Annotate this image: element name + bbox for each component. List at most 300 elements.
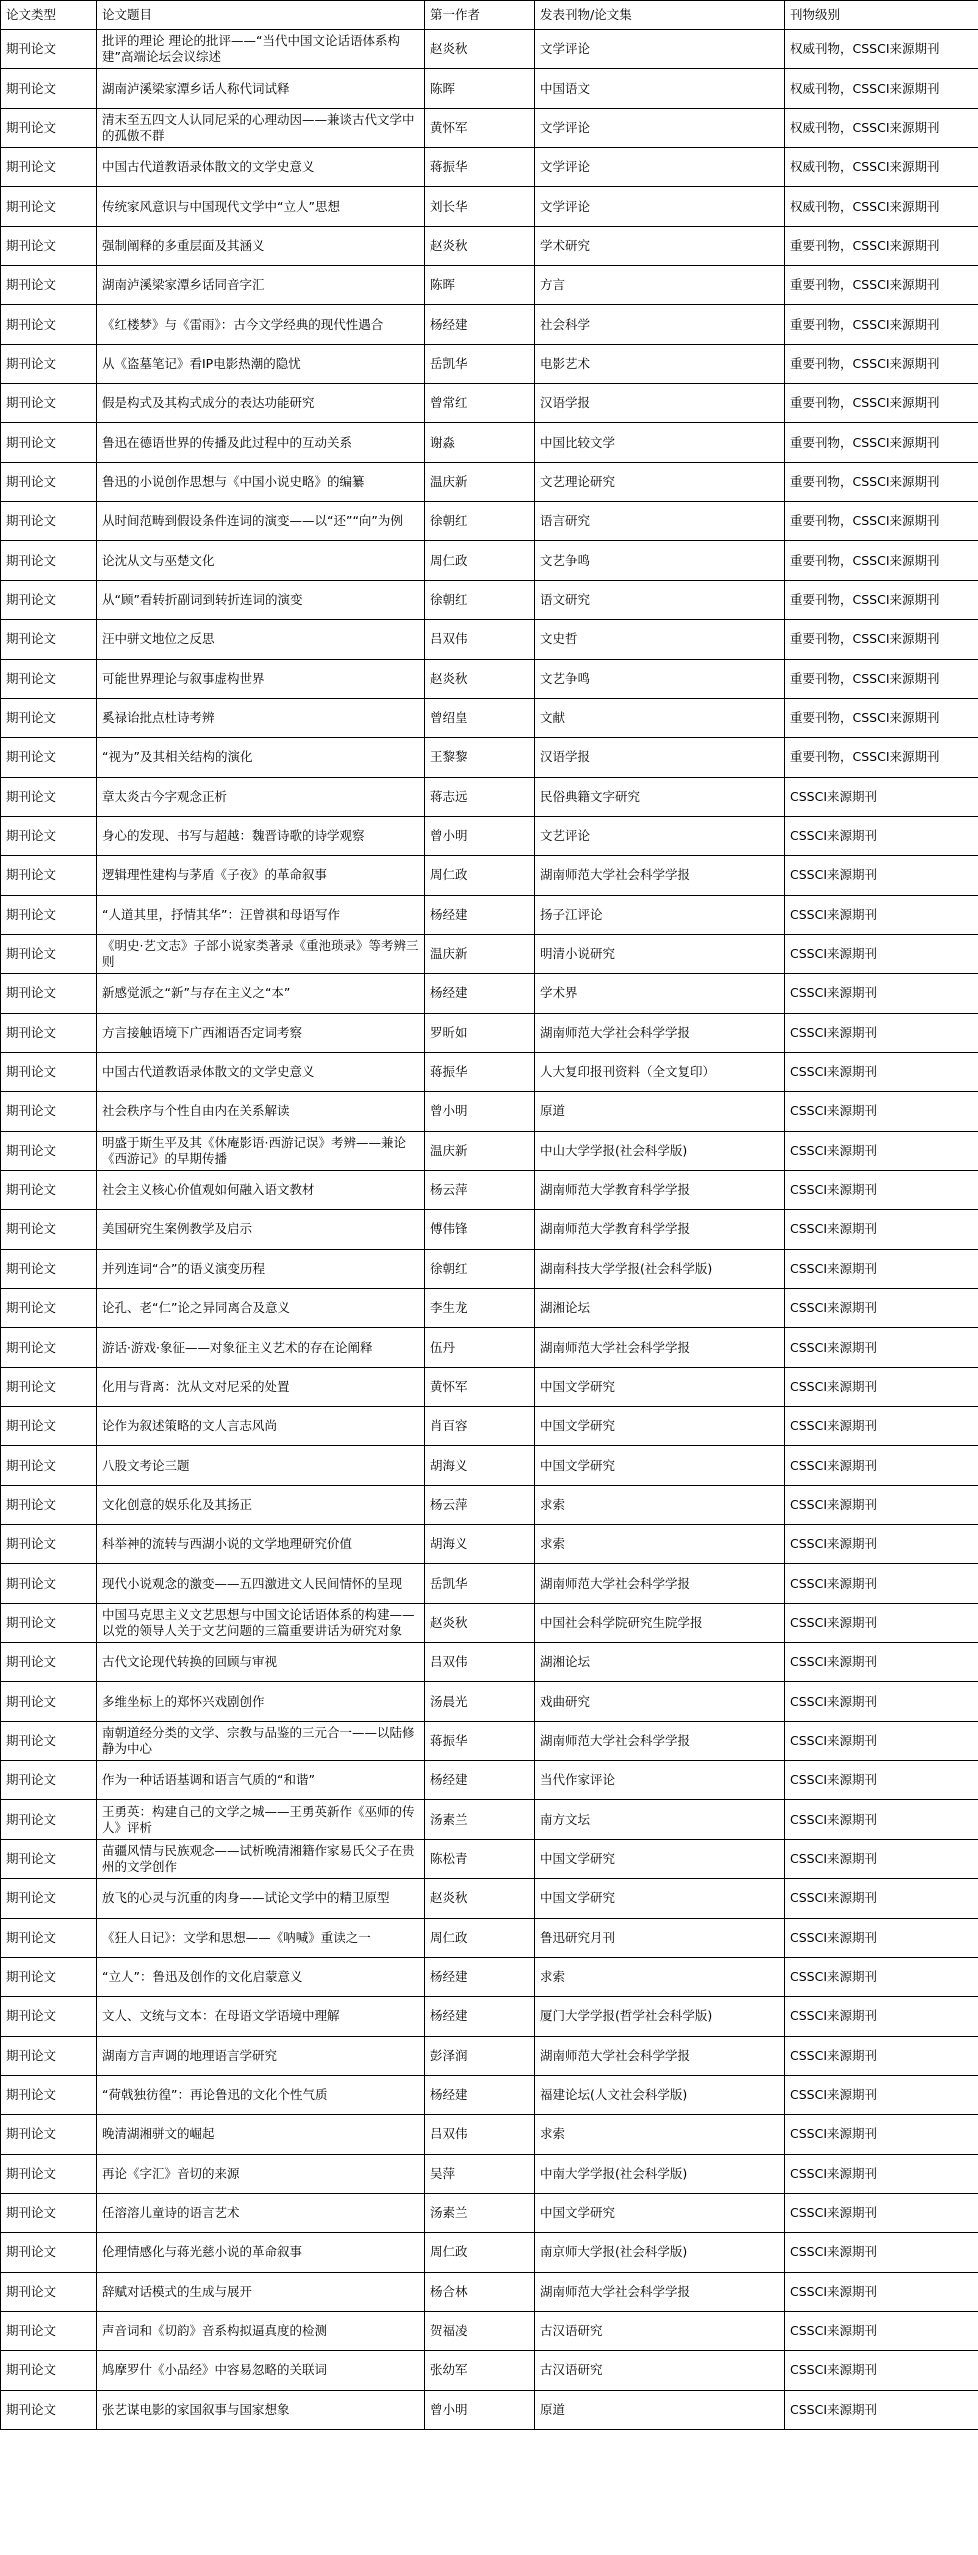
first-author-cell: 汤素兰 (425, 1800, 535, 1839)
table-row (1, 1485, 978, 1524)
paper-type-cell: 期刊论文 (1, 2233, 97, 2272)
paper-title-cell: 文化创意的娱乐化及其扬正 (97, 1485, 425, 1524)
table-header-row (1, 1, 978, 30)
first-author-cell: 吕双伟 (425, 2115, 535, 2154)
paper-title-cell: 作为一种话语基调和语言气质的“和谐” (97, 1761, 425, 1800)
paper-type-cell: 期刊论文 (1, 777, 97, 816)
journal-level-cell: CSSCI来源期刊 (785, 895, 978, 934)
paper-title-cell: 从“顾”看转折副词到转折连词的演变 (97, 580, 425, 619)
journal-level-cell: CSSCI来源期刊 (785, 1997, 978, 2036)
paper-type-cell: 期刊论文 (1, 580, 97, 619)
journal-level-cell: CSSCI来源期刊 (785, 1446, 978, 1485)
journal-cell: 电影艺术 (535, 344, 785, 383)
journal-cell: 社会科学 (535, 305, 785, 344)
paper-title-cell: 社会秩序与个性自由内在关系解读 (97, 1092, 425, 1131)
journal-cell: 古汉语研究 (535, 2351, 785, 2390)
first-author-cell: 曾常红 (425, 384, 535, 423)
journal-level-cell: CSSCI来源期刊 (785, 1761, 978, 1800)
table-row (1, 1210, 978, 1249)
paper-type-cell: 期刊论文 (1, 2351, 97, 2390)
journal-cell: 湖湘论坛 (535, 1289, 785, 1328)
journal-level-cell: 重要刊物，CSSCI来源期刊 (785, 226, 978, 265)
journal-cell: 文学评论 (535, 148, 785, 187)
paper-title-cell: 逻辑理性建构与茅盾《子夜》的革命叙事 (97, 856, 425, 895)
journal-level-cell: 权威刊物，CSSCI来源期刊 (785, 69, 978, 108)
first-author-cell: 罗昕如 (425, 1013, 535, 1052)
table-row (1, 423, 978, 462)
paper-type-cell: 期刊论文 (1, 1407, 97, 1446)
table-row (1, 1446, 978, 1485)
journal-level-cell: 重要刊物，CSSCI来源期刊 (785, 423, 978, 462)
journal-cell: 原道 (535, 1092, 785, 1131)
journal-cell: 文学评论 (535, 30, 785, 69)
table-row (1, 344, 978, 383)
paper-title-cell: 批评的理论 理论的批评——“当代中国文论话语体系构建”高端论坛会议综述 (97, 30, 425, 69)
journal-level-cell: CSSCI来源期刊 (785, 1485, 978, 1524)
first-author-cell: 赵炎秋 (425, 1879, 535, 1918)
paper-type-cell: 期刊论文 (1, 344, 97, 383)
journal-cell: 汉语学报 (535, 384, 785, 423)
paper-title-cell: 清末至五四文人认同尼采的心理动因——兼谈古代文学中的孤傲不群 (97, 108, 425, 147)
paper-title-cell: 可能世界理论与叙事虚构世界 (97, 659, 425, 698)
journal-cell: 文艺争鸣 (535, 659, 785, 698)
table-row (1, 1800, 978, 1839)
journal-cell: 中国文学研究 (535, 1367, 785, 1406)
journal-cell: 求索 (535, 2115, 785, 2154)
first-author-cell: 贺福凌 (425, 2311, 535, 2350)
journal-level-cell: 重要刊物，CSSCI来源期刊 (785, 502, 978, 541)
paper-type-cell: 期刊论文 (1, 1839, 97, 1878)
journal-level-cell: CSSCI来源期刊 (785, 2036, 978, 2075)
first-author-cell: 赵炎秋 (425, 659, 535, 698)
journal-level-cell: CSSCI来源期刊 (785, 1643, 978, 1682)
first-author-cell: 赵炎秋 (425, 226, 535, 265)
table-row (1, 1761, 978, 1800)
journal-cell: 文献 (535, 698, 785, 737)
journal-cell: 文艺争鸣 (535, 541, 785, 580)
journal-level-cell: CSSCI来源期刊 (785, 816, 978, 855)
journal-level-cell: CSSCI来源期刊 (785, 2075, 978, 2114)
paper-type-cell: 期刊论文 (1, 226, 97, 265)
journal-level-cell: CSSCI来源期刊 (785, 1367, 978, 1406)
first-author-cell: 周仁政 (425, 856, 535, 895)
journal-level-cell: CSSCI来源期刊 (785, 2272, 978, 2311)
journal-cell: 中山大学学报(社会科学版) (535, 1131, 785, 1170)
journal-cell: 文史哲 (535, 620, 785, 659)
table-row (1, 69, 978, 108)
paper-type-cell: 期刊论文 (1, 1643, 97, 1682)
first-author-cell: 杨合林 (425, 2272, 535, 2311)
paper-type-cell: 期刊论文 (1, 1013, 97, 1052)
paper-title-cell: 湖南泸溪梁家潭乡话同音字汇 (97, 266, 425, 305)
journal-level-cell: CSSCI来源期刊 (785, 1289, 978, 1328)
first-author-cell: 杨云萍 (425, 1485, 535, 1524)
first-author-cell: 肖百容 (425, 1407, 535, 1446)
paper-type-cell: 期刊论文 (1, 2036, 97, 2075)
paper-title-cell: 从《盗墓笔记》看IP电影热潮的隐忧 (97, 344, 425, 383)
journal-level-cell: 重要刊物，CSSCI来源期刊 (785, 580, 978, 619)
journal-level-cell: 重要刊物，CSSCI来源期刊 (785, 738, 978, 777)
table-row (1, 1918, 978, 1957)
table-row (1, 1879, 978, 1918)
table-row (1, 1131, 978, 1170)
journal-cell: 湖湘论坛 (535, 1643, 785, 1682)
journal-cell: 中国比较文学 (535, 423, 785, 462)
paper-title-cell: 假是构式及其构式成分的表达功能研究 (97, 384, 425, 423)
paper-type-cell: 期刊论文 (1, 1879, 97, 1918)
journal-cell: 古汉语研究 (535, 2311, 785, 2350)
journal-cell: 湖南师范大学社会科学学报 (535, 1564, 785, 1603)
first-author-cell: 周仁政 (425, 2233, 535, 2272)
journal-level-cell: CSSCI来源期刊 (785, 2154, 978, 2193)
paper-type-cell: 期刊论文 (1, 1131, 97, 1170)
journal-level-cell: CSSCI来源期刊 (785, 1210, 978, 1249)
table-row (1, 1052, 978, 1091)
journal-cell: 原道 (535, 2390, 785, 2429)
paper-title-cell: 苗疆风情与民族观念——试析晚清湘籍作家易氏父子在贵州的文学创作 (97, 1839, 425, 1878)
paper-title-cell: 古代文论现代转换的回顾与审视 (97, 1643, 425, 1682)
table-row (1, 2351, 978, 2390)
journal-level-cell: CSSCI来源期刊 (785, 1131, 978, 1170)
table-row (1, 1013, 978, 1052)
first-author-cell: 李生龙 (425, 1289, 535, 1328)
paper-title-cell: 明盛于斯生平及其《休庵影语·西游记误》考辨——兼论《西游记》的早期传播 (97, 1131, 425, 1170)
first-author-cell: 汤素兰 (425, 2193, 535, 2232)
journal-level-cell: CSSCI来源期刊 (785, 1879, 978, 1918)
journal-cell: 湖南师范大学社会科学学报 (535, 2272, 785, 2311)
table-row (1, 934, 978, 973)
first-author-cell: 曾小明 (425, 816, 535, 855)
paper-type-cell: 期刊论文 (1, 974, 97, 1013)
table-row (1, 148, 978, 187)
first-author-cell: 蒋振华 (425, 1052, 535, 1091)
journal-cell: 戏曲研究 (535, 1682, 785, 1721)
paper-title-cell: 湖南泸溪梁家潭乡话人称代词试释 (97, 69, 425, 108)
first-author-cell: 黄怀军 (425, 108, 535, 147)
paper-title-cell: 晚清湖湘骈文的崛起 (97, 2115, 425, 2154)
header-first-author: 第一作者 (425, 1, 535, 30)
table-row (1, 738, 978, 777)
journal-level-cell: CSSCI来源期刊 (785, 1918, 978, 1957)
journal-level-cell: CSSCI来源期刊 (785, 1170, 978, 1209)
paper-title-cell: 方言接触语境下广西湘语否定词考察 (97, 1013, 425, 1052)
table-row (1, 1682, 978, 1721)
journal-level-cell: 重要刊物，CSSCI来源期刊 (785, 384, 978, 423)
paper-title-cell: 强制阐释的多重层面及其涵义 (97, 226, 425, 265)
paper-title-cell: 并列连词“合”的语义演变历程 (97, 1249, 425, 1288)
journal-level-cell: CSSCI来源期刊 (785, 2311, 978, 2350)
first-author-cell: 岳凯华 (425, 344, 535, 383)
journal-cell: 文学评论 (535, 187, 785, 226)
paper-title-cell: 现代小说观念的激变——五四激进文人民间情怀的呈现 (97, 1564, 425, 1603)
paper-title-cell: 新感觉派之“新”与存在主义之“本” (97, 974, 425, 1013)
paper-type-cell: 期刊论文 (1, 1052, 97, 1091)
first-author-cell: 赵炎秋 (425, 1603, 535, 1642)
paper-type-cell: 期刊论文 (1, 1918, 97, 1957)
first-author-cell: 徐朝红 (425, 580, 535, 619)
journal-cell: 湖南师范大学社会科学学报 (535, 856, 785, 895)
first-author-cell: 曾小明 (425, 1092, 535, 1131)
journal-cell: 湖南师范大学社会科学学报 (535, 1328, 785, 1367)
paper-title-cell: 论孔、老“仁”论之异同离合及意义 (97, 1289, 425, 1328)
paper-title-cell: 辞赋对话模式的生成与展开 (97, 2272, 425, 2311)
journal-cell: 中国语文 (535, 69, 785, 108)
paper-title-cell: 《狂人日记》：文学和思想——《呐喊》重读之一 (97, 1918, 425, 1957)
journal-cell: 南京师大学报(社会科学版) (535, 2233, 785, 2272)
journal-cell: 中国文学研究 (535, 1446, 785, 1485)
paper-title-cell: 中国古代道教语录体散文的文学史意义 (97, 148, 425, 187)
table-row (1, 2154, 978, 2193)
table-row (1, 1170, 978, 1209)
first-author-cell: 周仁政 (425, 541, 535, 580)
table-row (1, 1525, 978, 1564)
journal-level-cell: 权威刊物，CSSCI来源期刊 (785, 30, 978, 69)
journal-cell: 学术研究 (535, 226, 785, 265)
first-author-cell: 刘长华 (425, 187, 535, 226)
first-author-cell: 徐朝红 (425, 1249, 535, 1288)
journal-level-cell: CSSCI来源期刊 (785, 1052, 978, 1091)
paper-title-cell: 伦理情感化与蒋光慈小说的革命叙事 (97, 2233, 425, 2272)
table-row (1, 1839, 978, 1878)
first-author-cell: 温庆新 (425, 462, 535, 501)
journal-cell: 湖南师范大学社会科学学报 (535, 2036, 785, 2075)
first-author-cell: 吕双伟 (425, 620, 535, 659)
paper-type-cell: 期刊论文 (1, 2390, 97, 2429)
journal-cell: 中国文学研究 (535, 1839, 785, 1878)
paper-type-cell: 期刊论文 (1, 659, 97, 698)
first-author-cell: 徐朝红 (425, 502, 535, 541)
journal-level-cell: 重要刊物，CSSCI来源期刊 (785, 462, 978, 501)
paper-type-cell: 期刊论文 (1, 1800, 97, 1839)
journal-cell: 厦门大学学报(哲学社会科学版) (535, 1997, 785, 2036)
paper-type-cell: 期刊论文 (1, 1603, 97, 1642)
journal-level-cell: 权威刊物，CSSCI来源期刊 (785, 187, 978, 226)
paper-type-cell: 期刊论文 (1, 30, 97, 69)
journal-level-cell: CSSCI来源期刊 (785, 777, 978, 816)
table-row (1, 1328, 978, 1367)
first-author-cell: 陈晖 (425, 266, 535, 305)
journal-level-cell: 重要刊物，CSSCI来源期刊 (785, 659, 978, 698)
paper-type-cell: 期刊论文 (1, 462, 97, 501)
paper-title-cell: 鲁迅在德语世界的传播及此过程中的互动关系 (97, 423, 425, 462)
journal-level-cell: 重要刊物，CSSCI来源期刊 (785, 698, 978, 737)
paper-type-cell: 期刊论文 (1, 816, 97, 855)
paper-type-cell: 期刊论文 (1, 1210, 97, 1249)
first-author-cell: 傅伟锋 (425, 1210, 535, 1249)
paper-type-cell: 期刊论文 (1, 1682, 97, 1721)
paper-type-cell: 期刊论文 (1, 541, 97, 580)
table-row (1, 974, 978, 1013)
journal-cell: 文艺理论研究 (535, 462, 785, 501)
journal-cell: 中国社会科学院研究生院学报 (535, 1603, 785, 1642)
journal-level-cell: CSSCI来源期刊 (785, 1839, 978, 1878)
paper-title-cell: “立人”：鲁迅及创作的文化启蒙意义 (97, 1957, 425, 1996)
journal-level-cell: CSSCI来源期刊 (785, 1800, 978, 1839)
first-author-cell: 温庆新 (425, 1131, 535, 1170)
table-row (1, 2075, 978, 2114)
first-author-cell: 岳凯华 (425, 1564, 535, 1603)
journal-cell: 中国文学研究 (535, 2193, 785, 2232)
table-row (1, 1997, 978, 2036)
paper-type-cell: 期刊论文 (1, 423, 97, 462)
paper-title-cell: “荷戟独彷徨”：再论鲁迅的文化个性气质 (97, 2075, 425, 2114)
first-author-cell: 蒋振华 (425, 148, 535, 187)
table-row (1, 1367, 978, 1406)
journal-cell: 湖南师范大学教育科学学报 (535, 1170, 785, 1209)
paper-title-cell: 任溶溶儿童诗的语言艺术 (97, 2193, 425, 2232)
paper-type-cell: 期刊论文 (1, 738, 97, 777)
paper-type-cell: 期刊论文 (1, 2115, 97, 2154)
first-author-cell: 赵炎秋 (425, 30, 535, 69)
paper-type-cell: 期刊论文 (1, 1328, 97, 1367)
first-author-cell: 吕双伟 (425, 1643, 535, 1682)
journal-level-cell: CSSCI来源期刊 (785, 1957, 978, 1996)
first-author-cell: 蒋振华 (425, 1721, 535, 1760)
first-author-cell: 周仁政 (425, 1918, 535, 1957)
journal-level-cell: 重要刊物，CSSCI来源期刊 (785, 305, 978, 344)
paper-title-cell: 文人、文统与文本：在母语文学语境中理解 (97, 1997, 425, 2036)
paper-type-cell: 期刊论文 (1, 1525, 97, 1564)
paper-type-cell: 期刊论文 (1, 698, 97, 737)
table-row (1, 1957, 978, 1996)
paper-type-cell: 期刊论文 (1, 384, 97, 423)
journal-cell: 湖南师范大学社会科学学报 (535, 1013, 785, 1052)
paper-title-cell: 八股文考论三题 (97, 1446, 425, 1485)
paper-title-cell: 章太炎古今字观念正析 (97, 777, 425, 816)
first-author-cell: 杨经建 (425, 1997, 535, 2036)
paper-title-cell: 从时间范畴到假设条件连词的演变——以“还”“向”为例 (97, 502, 425, 541)
paper-type-cell: 期刊论文 (1, 1170, 97, 1209)
table-row (1, 2390, 978, 2429)
paper-title-cell: 鸠摩罗什《小品经》中容易忽略的关联词 (97, 2351, 425, 2390)
journal-level-cell: CSSCI来源期刊 (785, 2233, 978, 2272)
paper-title-cell: 南朝道经分类的文学、宗教与品鉴的三元合一——以陆修静为中心 (97, 1721, 425, 1760)
paper-title-cell: 化用与背离：沈从文对尼采的处置 (97, 1367, 425, 1406)
journal-cell: 语言研究 (535, 502, 785, 541)
first-author-cell: 杨经建 (425, 1761, 535, 1800)
table-row (1, 2272, 978, 2311)
first-author-cell: 曾绍皇 (425, 698, 535, 737)
table-row (1, 2311, 978, 2350)
first-author-cell: 吴萍 (425, 2154, 535, 2193)
first-author-cell: 王黎黎 (425, 738, 535, 777)
paper-title-cell: 汪中骈文地位之反思 (97, 620, 425, 659)
journal-level-cell: CSSCI来源期刊 (785, 1603, 978, 1642)
table-row (1, 816, 978, 855)
paper-title-cell: 《明史·艺文志》子部小说家类著录《重池琐录》等考辨三则 (97, 934, 425, 973)
table-row (1, 226, 978, 265)
first-author-cell: 杨经建 (425, 895, 535, 934)
table-row (1, 2115, 978, 2154)
journal-cell: 福建论坛(人文社会科学版) (535, 2075, 785, 2114)
journal-cell: 南方文坛 (535, 1800, 785, 1839)
journal-level-cell: CSSCI来源期刊 (785, 934, 978, 973)
paper-type-cell: 期刊论文 (1, 620, 97, 659)
paper-title-cell: “人道其里，抒情其华”：汪曾祺和母语写作 (97, 895, 425, 934)
first-author-cell: 黄怀军 (425, 1367, 535, 1406)
paper-type-cell: 期刊论文 (1, 69, 97, 108)
table-row (1, 856, 978, 895)
first-author-cell: 蒋志远 (425, 777, 535, 816)
journal-cell: 中南大学学报(社会科学版) (535, 2154, 785, 2193)
table-row (1, 2193, 978, 2232)
journal-level-cell: CSSCI来源期刊 (785, 1721, 978, 1760)
journal-level-cell: CSSCI来源期刊 (785, 1682, 978, 1721)
paper-type-cell: 期刊论文 (1, 2311, 97, 2350)
journal-cell: 湖南科技大学学报(社会科学版) (535, 1249, 785, 1288)
paper-type-cell: 期刊论文 (1, 1957, 97, 1996)
first-author-cell: 彭泽润 (425, 2036, 535, 2075)
paper-type-cell: 期刊论文 (1, 108, 97, 147)
journal-level-cell: CSSCI来源期刊 (785, 2351, 978, 2390)
table-row (1, 620, 978, 659)
journal-level-cell: CSSCI来源期刊 (785, 856, 978, 895)
paper-type-cell: 期刊论文 (1, 895, 97, 934)
paper-title-cell: 再论《字汇》音切的来源 (97, 2154, 425, 2193)
paper-type-cell: 期刊论文 (1, 1367, 97, 1406)
table-row (1, 30, 978, 69)
first-author-cell: 陈松青 (425, 1839, 535, 1878)
journal-cell: 鲁迅研究月刊 (535, 1918, 785, 1957)
paper-type-cell: 期刊论文 (1, 1092, 97, 1131)
paper-type-cell: 期刊论文 (1, 1249, 97, 1288)
journal-cell: 当代作家评论 (535, 1761, 785, 1800)
table-row (1, 1564, 978, 1603)
paper-title-cell: 论沈从文与巫楚文化 (97, 541, 425, 580)
paper-title-cell: 论作为叙述策略的文人言志风尚 (97, 1407, 425, 1446)
first-author-cell: 杨经建 (425, 305, 535, 344)
journal-level-cell: CSSCI来源期刊 (785, 974, 978, 1013)
paper-title-cell: “视为”及其相关结构的演化 (97, 738, 425, 777)
header-journal: 发表刊物/论文集 (535, 1, 785, 30)
paper-type-cell: 期刊论文 (1, 1485, 97, 1524)
paper-type-cell: 期刊论文 (1, 2193, 97, 2232)
paper-title-cell: 游话·游戏·象征——对象征主义艺术的存在论阐释 (97, 1328, 425, 1367)
paper-type-cell: 期刊论文 (1, 1289, 97, 1328)
first-author-cell: 伍丹 (425, 1328, 535, 1367)
paper-type-cell: 期刊论文 (1, 856, 97, 895)
table-row (1, 384, 978, 423)
first-author-cell: 杨经建 (425, 1957, 535, 1996)
journal-level-cell: CSSCI来源期刊 (785, 1013, 978, 1052)
paper-type-cell: 期刊论文 (1, 187, 97, 226)
paper-title-cell: 放飞的心灵与沉重的肉身——试论文学中的精卫原型 (97, 1879, 425, 1918)
journal-cell: 中国文学研究 (535, 1407, 785, 1446)
journal-cell: 语文研究 (535, 580, 785, 619)
journal-level-cell: CSSCI来源期刊 (785, 1525, 978, 1564)
paper-title-cell: 身心的发现、书写与超越：魏晋诗歌的诗学观察 (97, 816, 425, 855)
paper-type-cell: 期刊论文 (1, 1564, 97, 1603)
paper-type-cell: 期刊论文 (1, 2154, 97, 2193)
paper-title-cell: 中国古代道教语录体散文的文学史意义 (97, 1052, 425, 1091)
journal-cell: 学术界 (535, 974, 785, 1013)
paper-title-cell: 鲁迅的小说创作思想与《中国小说史略》的编纂 (97, 462, 425, 501)
paper-type-cell: 期刊论文 (1, 305, 97, 344)
journal-cell: 文艺评论 (535, 816, 785, 855)
table-row (1, 1092, 978, 1131)
paper-type-cell: 期刊论文 (1, 1721, 97, 1760)
header-journal-level: 刊物级别 (785, 1, 978, 30)
table-row (1, 305, 978, 344)
paper-type-cell: 期刊论文 (1, 934, 97, 973)
journal-level-cell: CSSCI来源期刊 (785, 2115, 978, 2154)
table-row (1, 777, 978, 816)
journal-cell: 求索 (535, 1485, 785, 1524)
first-author-cell: 杨云萍 (425, 1170, 535, 1209)
table-row (1, 1407, 978, 1446)
journal-cell: 中国文学研究 (535, 1879, 785, 1918)
paper-type-cell: 期刊论文 (1, 266, 97, 305)
